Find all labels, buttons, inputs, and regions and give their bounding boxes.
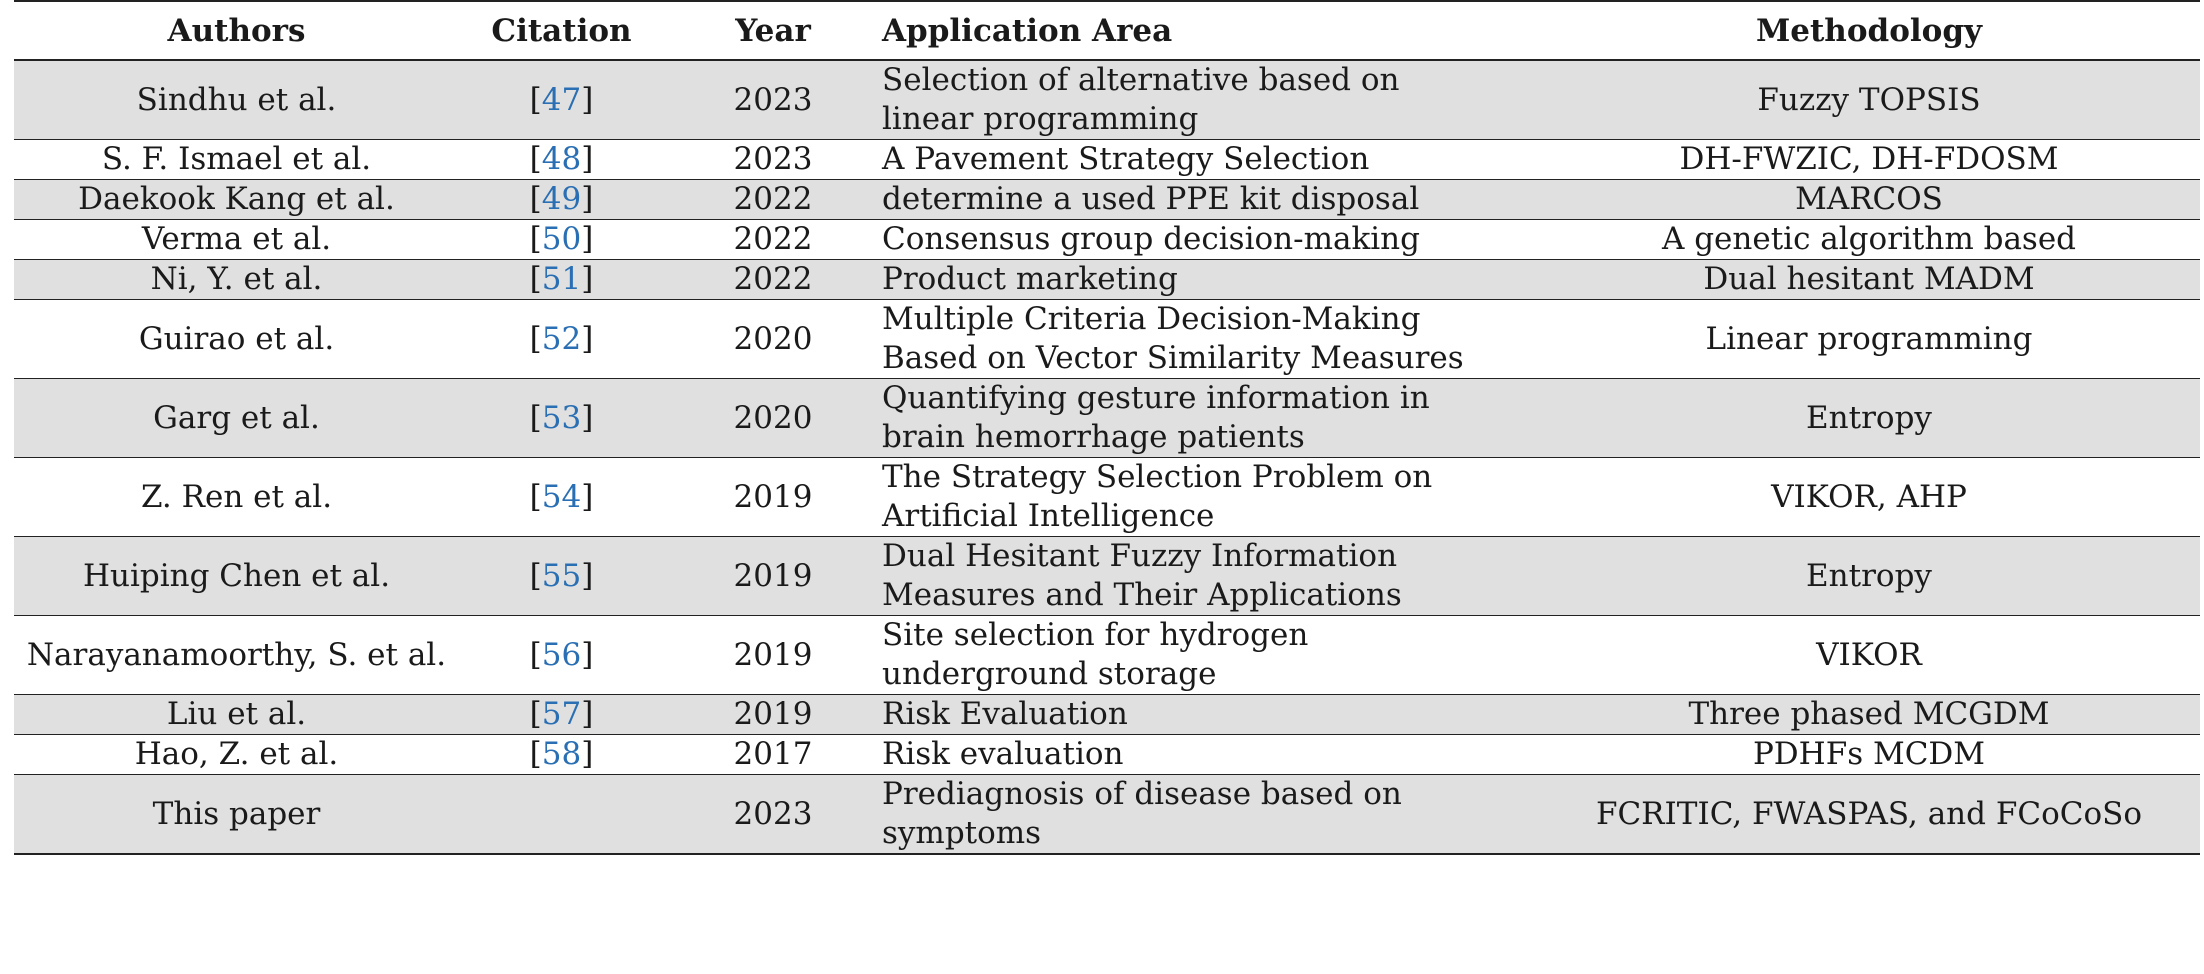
cell-authors: Garg et al. [14,379,459,458]
cell-year: 2019 [664,616,882,695]
cell-year: 2020 [664,300,882,379]
table-row [14,140,2200,180]
cell-methodology: Dual hesitant MADM [1538,260,2200,300]
table-row [14,775,2200,855]
cell-authors: Daekook Kang et al. [14,180,459,220]
citation-link[interactable]: 52 [541,320,582,357]
header-methodology: Methodology [1538,1,2200,60]
cell-methodology: VIKOR [1538,616,2200,695]
cell-authors: Narayanamoorthy, S. et al. [14,616,459,695]
cell-citation: [55] [459,537,664,616]
header-year: Year [664,1,882,60]
cell-year: 2022 [664,220,882,260]
cell-citation: [53] [459,379,664,458]
table-row [14,695,2200,735]
cell-application-area: The Strategy Selection Problem on Artificial Intelligence [882,458,1538,537]
comparison-table [14,0,2200,855]
cell-authors: Ni, Y. et al. [14,260,459,300]
cell-authors: Verma et al. [14,220,459,260]
cell-year: 2019 [664,537,882,616]
citation-link[interactable]: 48 [541,141,582,177]
cell-application-area: Prediagnosis of disease based on symptoms [882,775,1538,855]
cell-methodology: Linear programming [1538,300,2200,379]
cell-citation: [49] [459,180,664,220]
cell-application-area: Product marketing [882,260,1538,300]
cell-authors: Liu et al. [14,695,459,735]
table-row [14,616,2200,695]
citation-link[interactable]: 56 [541,636,582,673]
citation-link[interactable]: 55 [541,557,582,594]
header-row [14,1,2200,60]
cell-application-area: A Pavement Strategy Selection [882,140,1538,180]
cell-application-area: Dual Hesitant Fuzzy Information Measures and Their Applications [882,537,1538,616]
cell-citation: [56] [459,616,664,695]
cell-authors: Huiping Chen et al. [14,537,459,616]
cell-application-area: Selection of alternative based on linear programming [882,60,1538,140]
citation-link[interactable]: 58 [541,736,582,772]
cell-application-area: Risk evaluation [882,735,1538,775]
cell-methodology: PDHFs MCDM [1538,735,2200,775]
citation-link[interactable]: 49 [541,181,582,217]
cell-methodology: VIKOR, AHP [1538,458,2200,537]
cell-methodology: DH-FWZIC, DH-FDOSM [1538,140,2200,180]
table-row [14,220,2200,260]
header-authors: Authors [14,1,459,60]
citation-link[interactable]: 51 [541,261,582,297]
cell-application-area: Site selection for hydrogen underground storage [882,616,1538,695]
cell-authors: Z. Ren et al. [14,458,459,537]
cell-application-area: Consensus group decision-making [882,220,1538,260]
table-row [14,300,2200,379]
table-row [14,537,2200,616]
cell-year: 2017 [664,735,882,775]
table-row [14,735,2200,775]
cell-year: 2022 [664,260,882,300]
cell-citation: [54] [459,458,664,537]
header-application-area: Application Area [882,1,1538,60]
citation-link[interactable]: 57 [541,696,582,732]
cell-year: 2019 [664,458,882,537]
citation-link[interactable]: 54 [541,478,582,515]
table-row [14,260,2200,300]
cell-year: 2022 [664,180,882,220]
cell-methodology: A genetic algorithm based [1538,220,2200,260]
cell-citation [459,775,664,855]
cell-citation: [57] [459,695,664,735]
cell-application-area: Multiple Criteria Decision-Making Based on Vector Similarity Measures [882,300,1538,379]
cell-year: 2023 [664,60,882,140]
table-row [14,458,2200,537]
table-row [14,60,2200,140]
cell-methodology: MARCOS [1538,180,2200,220]
cell-year: 2020 [664,379,882,458]
cell-year: 2019 [664,695,882,735]
citation-link[interactable]: 47 [541,81,582,118]
cell-citation: [47] [459,60,664,140]
cell-authors: Guirao et al. [14,300,459,379]
cell-citation: [51] [459,260,664,300]
citation-link[interactable]: 53 [541,399,582,436]
cell-authors: This paper [14,775,459,855]
cell-authors: Sindhu et al. [14,60,459,140]
header-citation: Citation [459,1,664,60]
table-row [14,180,2200,220]
cell-citation: [52] [459,300,664,379]
cell-authors: Hao, Z. et al. [14,735,459,775]
cell-methodology: FCRITIC, FWASPAS, and FCoCoSo [1538,775,2200,855]
cell-year: 2023 [664,775,882,855]
cell-application-area: determine a used PPE kit disposal [882,180,1538,220]
cell-authors: S. F. Ismael et al. [14,140,459,180]
cell-citation: [48] [459,140,664,180]
cell-methodology: Entropy [1538,379,2200,458]
cell-year: 2023 [664,140,882,180]
cell-application-area: Quantifying gesture information in brain hemorrhage patients [882,379,1538,458]
cell-methodology: Three phased MCGDM [1538,695,2200,735]
table-row [14,379,2200,458]
cell-application-area: Risk Evaluation [882,695,1538,735]
cell-methodology: Fuzzy TOPSIS [1538,60,2200,140]
cell-citation: [50] [459,220,664,260]
citation-link[interactable]: 50 [541,221,582,257]
cell-methodology: Entropy [1538,537,2200,616]
cell-citation: [58] [459,735,664,775]
